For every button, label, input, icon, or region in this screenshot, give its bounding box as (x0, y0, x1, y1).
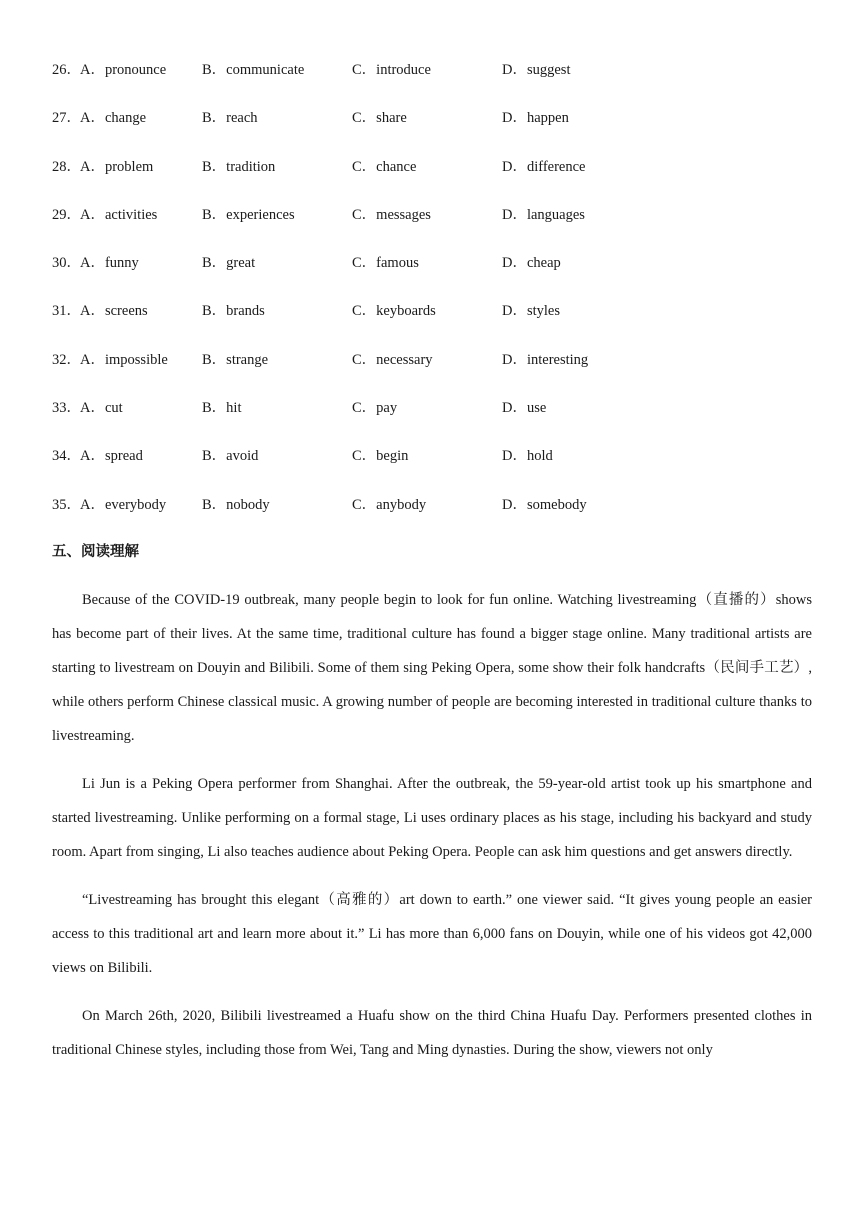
option-d: D．interesting (502, 351, 589, 368)
option-c: C．pay (352, 400, 398, 417)
passage-paragraph-3: “Livestreaming has brought this elegant（高雅的）art down to earth.” one viewer said. “It gives young people an easier access to this traditional art and learn more about it.” Li has more than 6,000 fans on Douyin, while one of his videos got 42,000 views on Bilibili. (52, 892, 812, 976)
option-d: D．cheap (502, 255, 561, 272)
option-d: D．hold (502, 448, 553, 465)
option-a: A．pronounce (80, 62, 167, 78)
question-number: 28． (52, 158, 81, 175)
option-c: C．messages (352, 206, 431, 223)
question-number: 35． (52, 496, 81, 513)
passage-paragraph-4: On March 26th, 2020, Bilibili livestreamed a Huafu show on the third China Huafu Day. Performers presented clothes in traditional Chinese styles, including those from Wei, Tang and Ming dynasties. During the show, viewers not only (52, 1008, 812, 1058)
question-number: 29． (52, 206, 81, 223)
option-d: D．languages (502, 206, 585, 223)
option-b: B．great (202, 255, 256, 272)
question-row-35 (52, 491, 812, 539)
passage-paragraph-2: Li Jun is a Peking Opera performer from Shanghai. After the outbreak, the 59-year-old artist took up his smartphone and started livestreaming. Unlike performing on a formal stage, Li uses ordinary places as his stage, including his backyard and study room. Apart from singing, Li also teaches audience about Peking Opera. People can ask him questions and get answers directly. (52, 776, 812, 860)
option-c: C．introduce (352, 62, 431, 78)
question-number: 26． (52, 62, 81, 78)
question-row-30 (52, 249, 812, 297)
question-row-34 (52, 442, 812, 490)
option-d: D．suggest (502, 62, 571, 78)
option-c: C．begin (352, 448, 409, 465)
reading-passage (52, 583, 812, 1081)
option-b: B．reach (202, 110, 258, 127)
option-a: A．screens (80, 303, 148, 320)
option-b: B．nobody (202, 496, 270, 513)
option-a: A．funny (80, 255, 139, 272)
option-c: C．share (352, 110, 407, 127)
option-b: B．strange (202, 351, 269, 368)
option-d: D．somebody (502, 496, 587, 513)
option-b: B．tradition (202, 158, 276, 175)
option-d: D．happen (502, 110, 569, 127)
option-c: C．keyboards (352, 303, 436, 320)
passage-paragraph-1: Because of the COVID-19 outbreak, many people begin to look for fun online. Watching livestreaming（直播的）shows has become part of their lives. At the same time, traditional culture has found a bigger stage online. Many traditional artists are starting to livestream on Douyin and Bilibili. Some of them sing Peking Opera, some show their folk handcrafts（民间手工艺）, while others perform Chinese classical music. A growing number of people are becoming interested in traditional culture thanks to livestreaming. (52, 592, 812, 744)
option-a: A．change (80, 110, 147, 127)
option-c: C．chance (352, 158, 417, 175)
option-c: C．famous (352, 255, 419, 272)
option-d: D．styles (502, 303, 560, 320)
option-d: D．difference (502, 158, 586, 175)
option-a: A．cut (80, 400, 123, 417)
option-c: C．anybody (352, 496, 427, 513)
question-number: 32． (52, 351, 81, 368)
question-number: 33． (52, 400, 81, 417)
question-row-27 (52, 104, 812, 152)
question-row-31 (52, 297, 812, 345)
question-number: 27． (52, 110, 81, 127)
question-row-26 (52, 56, 812, 104)
option-b: B．experiences (202, 206, 295, 223)
option-b: B．avoid (202, 448, 259, 465)
option-a: A．impossible (80, 351, 168, 368)
option-c: C．necessary (352, 351, 433, 368)
question-number: 31． (52, 303, 81, 320)
question-row-33 (52, 394, 812, 442)
option-b: B．brands (202, 303, 265, 320)
cloze-options (52, 56, 812, 539)
question-row-32 (52, 346, 812, 394)
option-a: A．spread (80, 448, 143, 465)
option-a: A．everybody (80, 496, 167, 513)
option-d: D．use (502, 400, 547, 417)
section-heading: 五、阅读理解 (52, 544, 139, 560)
question-row-28 (52, 153, 812, 201)
option-b: B．hit (202, 400, 242, 417)
option-a: A．problem (80, 158, 154, 175)
question-number: 30． (52, 255, 81, 272)
option-a: A．activities (80, 206, 158, 223)
question-number: 34． (52, 448, 81, 465)
question-row-29 (52, 201, 812, 249)
option-b: B．communicate (202, 62, 305, 78)
